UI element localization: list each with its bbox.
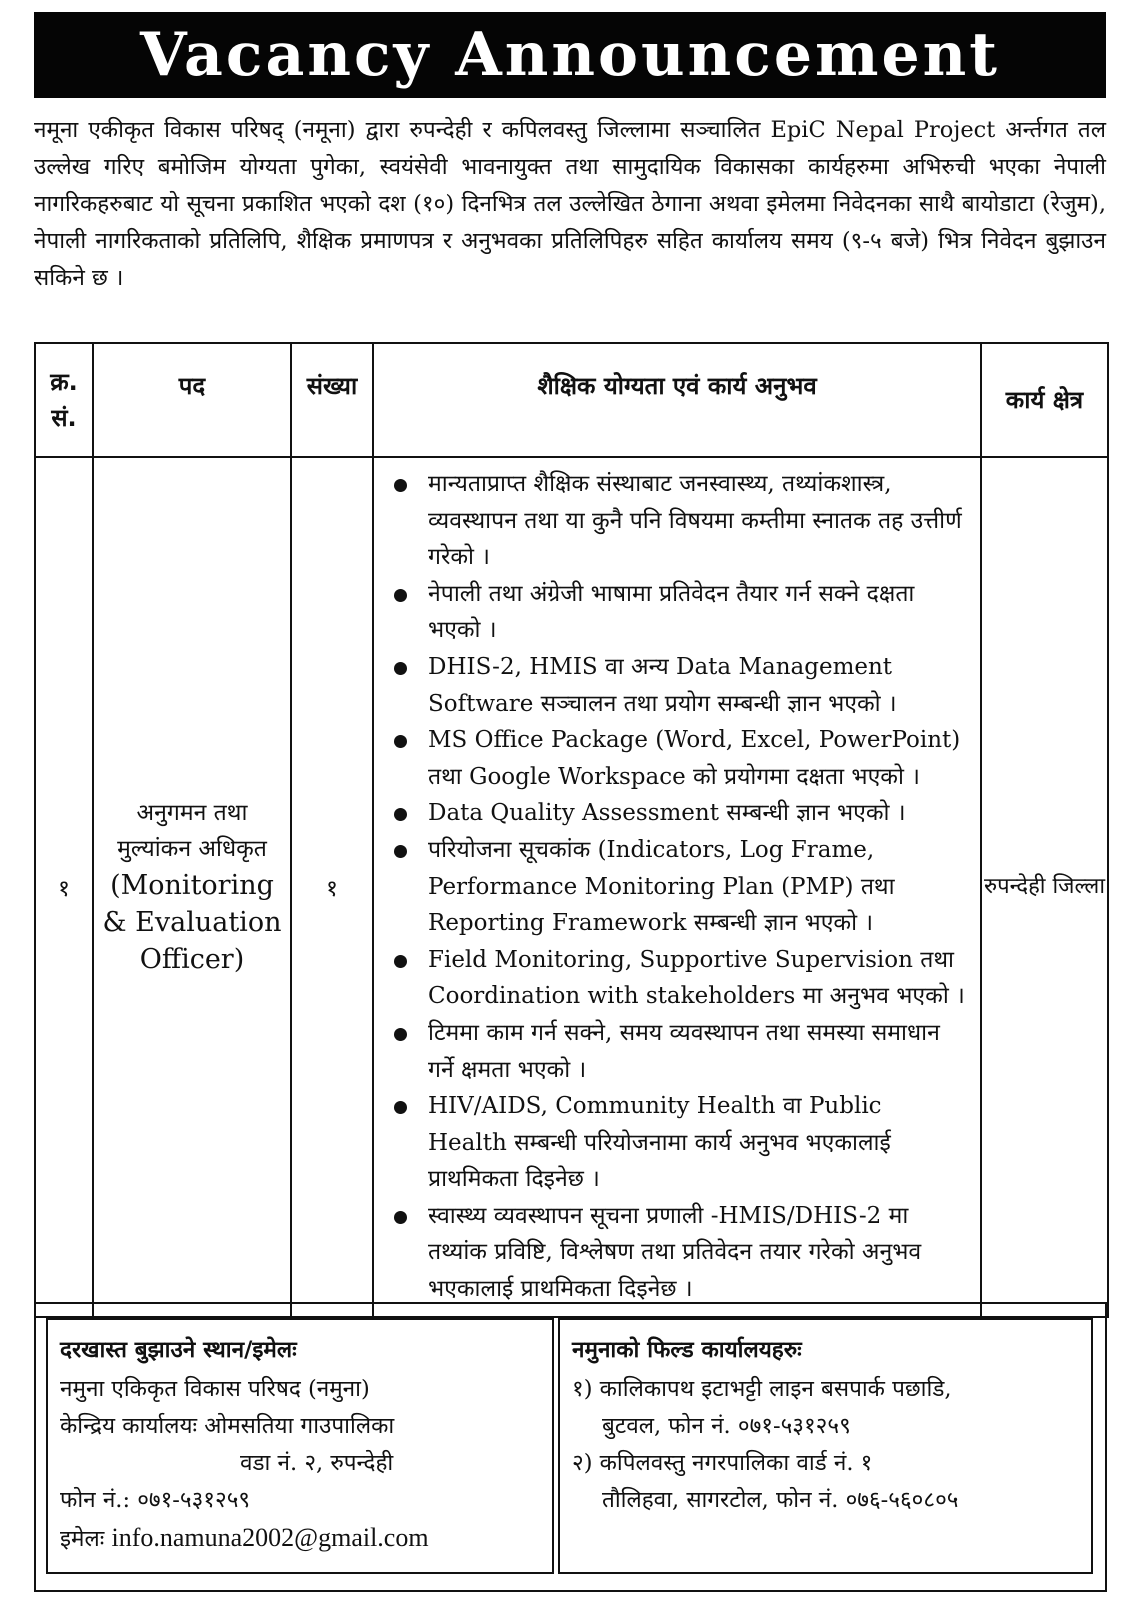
submission-heading: दरखास्त बुझाउने स्थान/इमेलः [60,1337,297,1363]
row-number: १ [291,457,373,1317]
list-item: Data Quality Assessment सम्बन्धी ज्ञान भएको । [388,795,966,832]
submission-email-row [60,1519,540,1558]
header-number: संख्या [291,343,373,457]
bullet-icon [394,845,407,858]
office2-line2: तौलिहवा, सागरटोल, फोन नं. ०७६-५६०८०५ [602,1487,959,1513]
email-link[interactable]: info.namuna2002@gmail.com [111,1523,429,1552]
post-name-np: अनुगमन तथा मुल्यांकन अधिकृत [117,800,267,863]
header-sn: क्र. सं. [35,343,93,457]
list-item: परियोजना सूचकांक (Indicators, Log Frame, Performance Monitoring Plan (PMP) तथा Reporting Framework सम्बन्धी ज्ञान भएको । [388,832,966,942]
bullet-icon [394,589,407,602]
submission-box [46,1318,554,1574]
table-header-row [35,343,1108,457]
office1-line1: १) कालिकापथ इटाभट्टी लाइन बसपार्क पछाडि, [572,1376,952,1402]
page-title: Vacancy Announcement [139,20,1000,90]
field-offices-heading: नमुनाको फिल्ड कार्यालयहरुः [572,1337,802,1363]
row-post [93,457,291,1317]
office2-line1: २) कपिलवस्तु नगरपालिका वार्ड नं. १ [572,1450,873,1476]
row-area: रुपन्देही जिल्ला [981,457,1108,1317]
email-label: इमेलः [60,1526,105,1552]
list-item: HIV/AIDS, Community Health वा Public Health सम्बन्धी परियोजनामा कार्य अनुभव भएकालाई प्राथमिकता दिइनेछ । [388,1088,966,1198]
row-sn: १ [35,457,93,1317]
post-name-en: (Monitoring & Evaluation Officer) [102,870,282,976]
bullet-icon [394,955,407,968]
bullet-icon [394,735,407,748]
list-item: DHIS-2, HMIS वा अन्य Data Management Software सञ्चालन तथा प्रयोग सम्बन्धी ज्ञान भएको । [388,649,966,722]
header-area: कार्य क्षेत्र [981,343,1108,457]
list-item: स्वास्थ्य व्यवस्थापन सूचना प्रणाली -HMIS/DHIS-2 मा तथ्यांक प्रविष्टि, विश्लेषण तथा प्रतिवेदन तयार गरेको अनुभव भएकालाई प्राथमिकता दिइनेछ । [388,1198,966,1308]
qualification-list [388,466,966,1308]
list-item: मान्यताप्राप्त शैक्षिक संस्थाबाट जनस्वास्थ्य, तथ्यांकशास्त्र, व्यवस्थापन तथा या कुनै पनि विषयमा कम्तीमा स्नातक तह उत्तीर्ण गरेको । [388,466,966,576]
row-qualifications [373,457,981,1317]
field-offices-box [558,1318,1093,1574]
submission-ward: वडा नं. २, रुपन्देही [240,1450,394,1476]
header-qualification: शैक्षिक योग्यता एवं कार्य अनुभव [373,343,981,457]
vacancy-table [34,342,1109,1318]
table-row [35,457,1108,1317]
bullet-icon [394,1101,407,1114]
office1-line2: बुटवल, फोन नं. ०७१-५३१२५९ [602,1413,851,1439]
list-item: टिममा काम गर्न सक्ने, समय व्यवस्थापन तथा समस्या समाधान गर्ने क्षमता भएको । [388,1015,966,1088]
bullet-icon [394,479,407,492]
header-post: पद [93,343,291,457]
intro-paragraph: नमूना एकीकृत विकास परिषद् (नमूना) द्वारा रुपन्देही र कपिलवस्तु जिल्लामा सञ्चालित EpiC Nepal Project अर्न्तगत तल उल्लेख गरिए बमोजिम योग्यता पुगेका, स्वयंसेवी भावनायुक्त तथा सामुदायिक विकासका कार्यहरुमा अभिरुची भएका नेपाली नागरिकहरुबाट यो सूचना प्रकाशित भएको दश (१०) दिनभित्र तल उल्लेखित ठेगाना अथवा इमेलमा निवेदनका साथै बायोडाटा (रेजुम), नेपाली नागरिकताको प्रतिलिपि, शैक्षिक प्रमाणपत्र र अनुभवका प्रतिलिपिहरु सहित कार्यालय समय (९-५ बजे) भित्र निवेदन बुझाउन सकिने छ । [34,117,1106,291]
list-item: नेपाली तथा अंग्रेजी भाषामा प्रतिवेदन तैयार गर्न सक्ने दक्षता भएको । [388,576,966,649]
phone-value: ०७१-५३१२५९ [137,1487,251,1513]
bullet-icon [394,808,407,821]
submission-org: नमुना एकिकृत विकास परिषद (नमुना) [60,1376,370,1402]
bullet-icon [394,1211,407,1224]
submission-phone-row [60,1482,540,1519]
list-item: MS Office Package (Word, Excel, PowerPoint) तथा Google Workspace को प्रयोगमा दक्षता भएको । [388,722,966,795]
bullet-icon [394,662,407,675]
list-item: Field Monitoring, Supportive Supervision तथा Coordination with stakeholders मा अनुभव भएको । [388,942,966,1015]
submission-office: केन्द्रिय कार्यालयः ओमसतिया गाउपालिका [60,1413,395,1439]
title-banner [34,12,1106,98]
phone-label: फोन नं.: [60,1487,131,1513]
bullet-icon [394,1028,407,1041]
